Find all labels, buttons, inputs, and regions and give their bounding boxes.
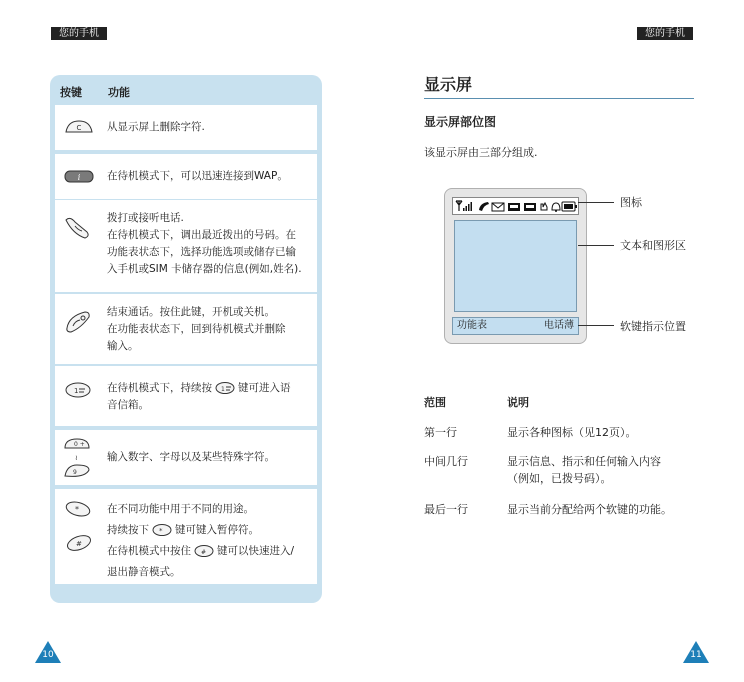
svg-text:C: C [76, 124, 82, 132]
star-hash-keys-icon [63, 499, 95, 559]
svg-text:0 +: 0 + [74, 441, 85, 448]
desc-line: 显示当前分配给两个软键的功能。 [507, 503, 672, 516]
desc-middle-rows [507, 453, 661, 487]
range-middle-rows: 中间几行 [424, 455, 468, 468]
row-text: 持续按下 [107, 524, 149, 536]
svg-text:i: i [77, 173, 81, 182]
text-graphics-area [454, 220, 577, 312]
row-text: 功能表状态下，选择功能选项或储存已输 [107, 246, 296, 258]
signal-bar-2 [466, 206, 468, 211]
section-subtitle: 显示屏部位图 [424, 115, 497, 129]
table-row [55, 154, 317, 199]
row-text: 拨打或接听电话. [107, 212, 184, 224]
row-text: 在待机模式中按住 [107, 545, 191, 557]
table-row [55, 489, 317, 584]
display-diagram [444, 188, 587, 344]
table-row [55, 430, 317, 485]
page-number-left [34, 640, 62, 664]
svg-text:1: 1 [74, 387, 79, 395]
row-text: 入手机或SIM 卡储存器的信息(例如,姓名). [107, 263, 302, 275]
column-header-range: 范围 [424, 396, 446, 409]
svg-text:#: # [201, 549, 207, 556]
row-text: 从显示屏上删除字符. [107, 121, 205, 133]
softkey-left-label: 功能表 [457, 320, 487, 331]
signal-bar-4 [471, 202, 473, 211]
header-tag-right: 您的手机 [637, 27, 693, 40]
antenna-icon [456, 201, 462, 211]
column-header-key: 按键 [60, 86, 82, 99]
desc-first-row [507, 424, 637, 441]
row-text: 音信箱。 [107, 399, 149, 411]
star-key-inline-icon [151, 523, 173, 537]
row-text: 在待机模式下，调出最近拨出的号码。在 [107, 229, 296, 241]
alarm-icon [552, 203, 560, 210]
desc-line: 显示信息、指示和任何输入内容 [507, 455, 661, 468]
row-text: 键可以快速进入/ [217, 545, 295, 557]
page-number-left-text: 10 [42, 650, 54, 660]
row-text: 在功能表状态下，回到待机模式并删除 [107, 323, 286, 335]
voicemail-key-icon [63, 380, 93, 400]
desc-last-row [507, 501, 672, 518]
call-icon [479, 202, 489, 211]
row-text: 结束通话。按住此键，开机或关机。 [107, 306, 275, 318]
column-header-description: 说明 [507, 396, 529, 409]
callout-line-icons [578, 202, 614, 203]
signal-bar-3 [468, 204, 470, 211]
softkey-bar [452, 317, 579, 335]
desc-line: （例如，已拨号码）。 [507, 472, 612, 485]
callout-text-area: 文本和图形区 [620, 239, 686, 252]
page-number-right [682, 640, 710, 664]
row-text: 键可进入语 [238, 382, 291, 394]
svg-text:*: * [159, 527, 163, 535]
status-icons [453, 198, 578, 214]
table-header [60, 84, 130, 100]
silent-icon [541, 203, 547, 210]
hash-key-inline-icon [193, 544, 215, 558]
page-number-right-text: 11 [690, 650, 702, 660]
row-text: 输入数字、字母以及某些特殊字符。 [107, 451, 275, 463]
row-text: 在待机模式下，可以迅速连接到WAP。 [107, 170, 288, 182]
table-row [55, 105, 317, 150]
callout-line-text [578, 245, 614, 246]
row-text: 在待机模式下，持续按 [107, 382, 212, 394]
svg-text:≀: ≀ [75, 454, 78, 462]
row-text: 输入。 [107, 340, 139, 352]
status-icon-bar [452, 197, 579, 215]
callout-line-softkeys [578, 325, 614, 326]
callout-icons: 图标 [620, 196, 642, 209]
range-last-row: 最后一行 [424, 503, 468, 516]
i-key-icon [63, 168, 95, 184]
send-key-icon [63, 214, 93, 240]
intro-text: 该显示屏由三部分组成. [424, 146, 538, 159]
table-row [55, 200, 317, 292]
row-text: 键可键入暂停符。 [175, 524, 259, 536]
page-title: 显示屏 [424, 75, 473, 94]
row-text: 退出静音模式。 [107, 566, 181, 578]
header-tag-left: 您的手机 [51, 27, 107, 40]
svg-text:#: # [76, 540, 82, 548]
svg-text:1: 1 [221, 386, 225, 393]
number-keys-icon [61, 434, 93, 482]
softkey-right-label: 电话薄 [544, 320, 574, 331]
range-first-row: 第一行 [424, 426, 457, 439]
voicemail-key-inline-icon [214, 381, 236, 395]
svg-text:9: 9 [73, 469, 77, 476]
key-function-table [50, 75, 322, 603]
table-row [55, 294, 317, 364]
c-key-icon [63, 119, 95, 135]
row-text: 在不同功能中用于不同的用途。 [107, 503, 254, 515]
desc-line: 显示各种图标（见12页）。 [507, 426, 637, 439]
signal-bar-1 [463, 208, 465, 211]
end-key-icon [63, 308, 93, 334]
callout-softkeys: 软键指示位置 [620, 320, 686, 333]
title-divider [424, 98, 694, 99]
column-header-function: 功能 [108, 86, 130, 99]
table-row [55, 366, 317, 426]
svg-text:*: * [75, 505, 79, 514]
